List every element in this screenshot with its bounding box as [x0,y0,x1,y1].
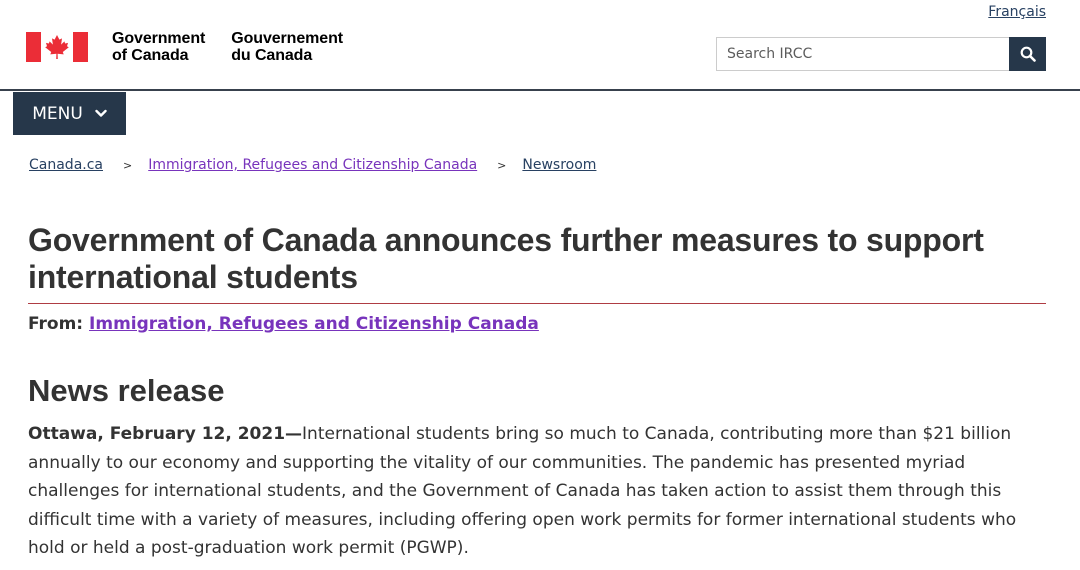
signature-en-line-2: of Canada [112,47,189,64]
canada-flag-icon [26,32,88,62]
title-underline [28,303,1046,304]
breadcrumb-link-canada[interactable]: Canada.ca [29,157,103,173]
government-signature[interactable] [26,31,343,63]
breadcrumb-separator: > [497,158,507,172]
from-label: From: [28,314,90,334]
menu-button[interactable] [13,92,126,135]
search-button[interactable] [1009,37,1046,71]
language-toggle-link[interactable]: Français [988,4,1046,20]
menu-label: MENU [32,103,83,124]
signature-french [231,30,343,64]
breadcrumb-link-ircc[interactable]: Immigration, Refugees and Citizenship Canada [148,157,478,173]
department-link[interactable]: Immigration, Refugees and Citizenship Canada [89,314,539,334]
signature-fr-line-1: Gouvernement [231,30,343,47]
breadcrumb [29,157,596,173]
page-title: Government of Canada announces further measures to support international students [28,222,984,295]
search-form [716,37,1046,71]
signature-text [112,30,343,64]
from-line [28,314,539,334]
signature-english [112,30,205,64]
chevron-down-icon [95,109,107,118]
dateline: Ottawa, February 12, 2021— [28,424,303,444]
header-divider [0,89,1080,91]
search-icon [1020,46,1036,62]
news-release-paragraph [28,420,1050,563]
breadcrumb-link-newsroom[interactable]: Newsroom [522,157,597,173]
breadcrumb-separator: > [123,158,133,172]
section-heading: News release [28,373,225,408]
signature-en-line-1: Government [112,30,206,47]
paragraph-text: International students bring so much to Canada, contributing more than $21 billion annually to our economy and supporting the vitality of our communities. The pandemic has presented myriad challenges for international students, and the Government of Canada has taken action to assist them through this difficult time with a variety of measures, including offering open work permits for former international students who hold or held a post-graduation work permit (PGWP). [28,424,1017,558]
search-input[interactable] [716,37,1009,71]
signature-fr-line-2: du Canada [231,47,313,64]
